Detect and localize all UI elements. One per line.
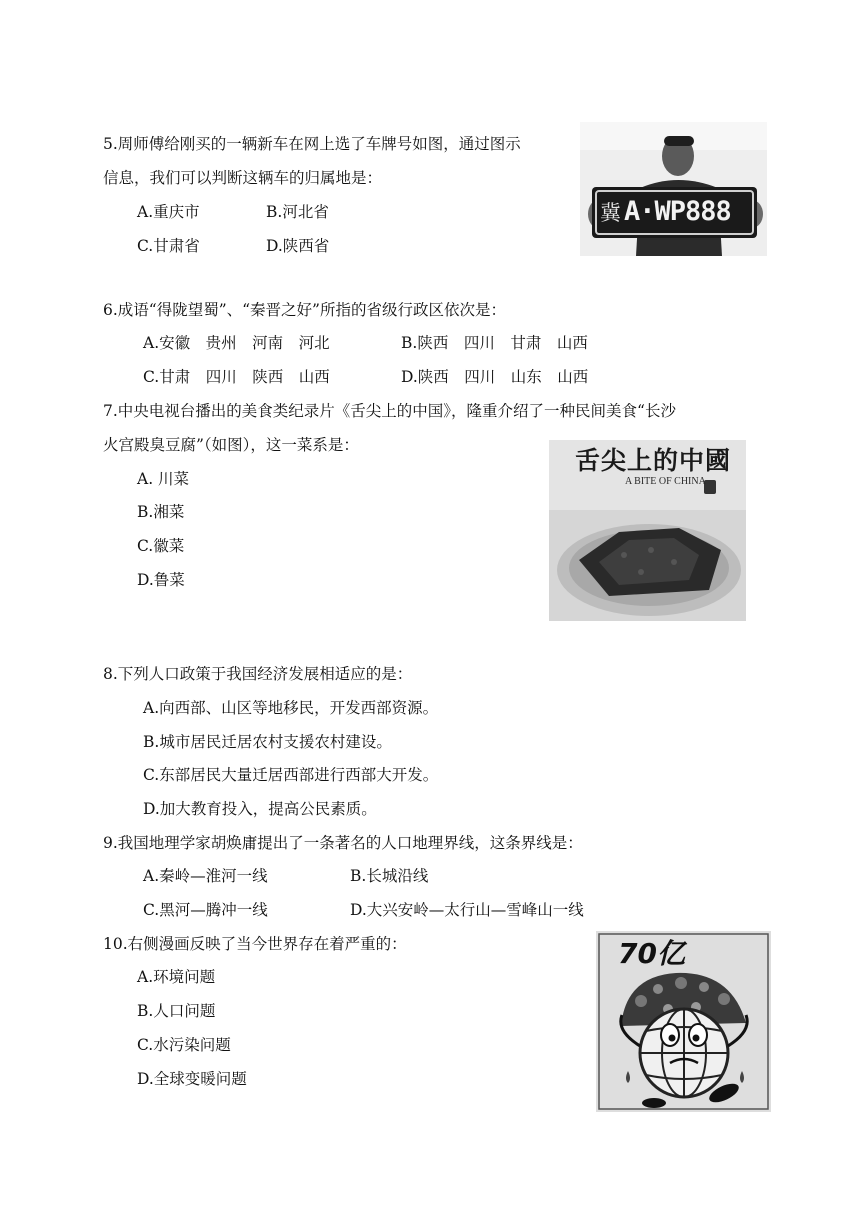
q10-option-b: B.人口问题 [137, 1002, 216, 1020]
q10-option-c: C.水污染问题 [137, 1036, 231, 1054]
q7-option-d: D.鲁菜 [137, 571, 185, 589]
q9-stem: 9.我国地理学家胡焕庸提出了一条著名的人口地理界线，这条界线是： [103, 834, 583, 852]
poster-subtitle: A BITE OF CHINA [625, 476, 706, 487]
q9-option-c: C.黑河—腾冲一线 [143, 901, 268, 919]
plate-number: A·WP888 [624, 196, 731, 227]
q5-option-b: B.河北省 [266, 203, 329, 221]
q9-option-a: A.秦岭—淮河一线 [143, 867, 268, 885]
q8-option-c: C.东部居民大量迁居西部进行西部大开发。 [143, 766, 439, 784]
q8-option-a: A.向西部、山区等地移民，开发西部资源。 [143, 699, 439, 717]
q9-option-d: D.大兴安岭—太行山—雪峰山一线 [350, 901, 584, 919]
population-cartoon [596, 931, 771, 1112]
q10-stem: 10.右侧漫画反映了当今世界存在着严重的： [103, 935, 407, 953]
q5-option-a: A.重庆市 [137, 203, 200, 221]
q5-stem-line-2: 信息，我们可以判断这辆车的归属地是： [103, 169, 383, 187]
poster-title: 舌尖上的中國 [575, 446, 732, 475]
q10-option-d: D.全球变暖问题 [137, 1070, 247, 1088]
q8-option-d: D.加大教育投入，提高公民素质。 [143, 800, 377, 818]
q7-option-a: A. 川菜 [137, 470, 190, 488]
q8-option-b: B.城市居民迁居农村支援农村建设。 [143, 733, 392, 751]
q6-stem: 6.成语“得陇望蜀”、“秦晋之好”所指的省级行政区依次是： [103, 301, 506, 319]
q6-option-c: C.甘肃 四川 陕西 山西 [143, 368, 330, 386]
q5-option-c: C.甘肃省 [137, 237, 200, 255]
license-plate-photo [580, 122, 767, 256]
bite-of-china-poster [549, 440, 746, 621]
q7-option-b: B.湘菜 [137, 503, 185, 521]
cartoon-caption: 70亿 [618, 937, 685, 970]
q7-stem-line-2: 火宫殿臭豆腐”（如图），这一菜系是： [103, 436, 359, 454]
q6-option-d: D.陕西 四川 山东 山西 [401, 368, 589, 386]
q6-option-b: B.陕西 四川 甘肃 山西 [401, 334, 588, 352]
q5-stem-line-1: 5.周师傅给刚买的一辆新车在网上选了车牌号如图，通过图示 [103, 135, 521, 153]
license-plate-photo-graphic [580, 122, 767, 256]
q7-option-c: C.徽菜 [137, 537, 185, 555]
q9-option-b: B.长城沿线 [350, 867, 429, 885]
q7-stem-line-1: 7.中央电视台播出的美食类纪录片《舌尖上的中国》，隆重介绍了一种民间美食“长沙 [103, 402, 676, 420]
q10-option-a: A.环境问题 [137, 968, 216, 986]
q6-option-a: A.安徽 贵州 河南 河北 [143, 334, 330, 352]
q5-option-d: D.陕西省 [266, 237, 330, 255]
plate-prefix: 冀 [600, 201, 621, 225]
q8-stem: 8.下列人口政策于我国经济发展相适应的是： [103, 665, 413, 683]
